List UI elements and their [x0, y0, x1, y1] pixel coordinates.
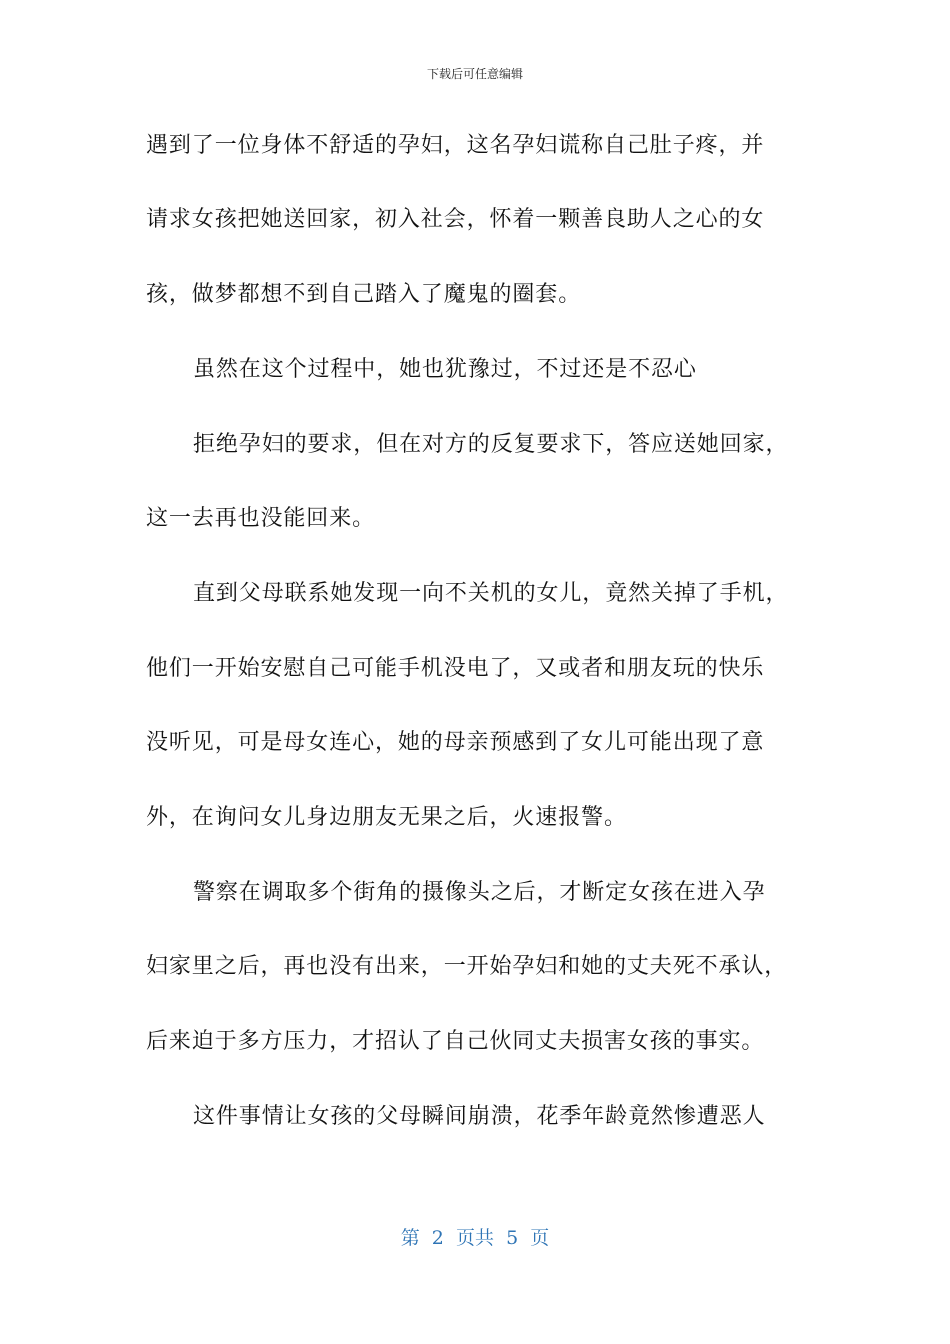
text-line: 遇到了一位身体不舒适的孕妇，这名孕妇谎称自己肚子疼，并	[146, 133, 765, 158]
current-page-number: 2	[431, 1227, 444, 1249]
text-line: 这一去再也没能回来。	[146, 506, 376, 531]
footer-prefix: 第	[400, 1227, 420, 1249]
text-line: 后来迫于多方压力，才招认了自己伙同丈夫损害女孩的事实。	[146, 1029, 765, 1054]
text-line: 拒绝孕妇的要求，但在对方的反复要求下，答应送她回家，	[193, 432, 789, 457]
footer-suffix: 页	[530, 1227, 550, 1249]
text-line: 没听见，可是母女连心，她的母亲预感到了女儿可能出现了意	[146, 730, 765, 755]
text-line: 妇家里之后，再也没有出来，一开始孕妇和她的丈夫死不承认，	[146, 954, 788, 979]
text-line: 这件事情让女孩的父母瞬间崩溃，花季年龄竟然惨遭恶人	[193, 1104, 766, 1129]
footer-middle: 页共	[455, 1227, 494, 1249]
text-line: 请求女孩把她送回家，初入社会，怀着一颗善良助人之心的女	[146, 207, 765, 232]
text-line: 直到父母联系她发现一向不关机的女儿，竟然关掉了手机，	[193, 581, 789, 606]
total-pages-number: 5	[506, 1227, 519, 1249]
text-line: 虽然在这个过程中，她也犹豫过，不过还是不忍心	[193, 357, 697, 382]
text-line: 他们一开始安慰自己可能手机没电了，又或者和朋友玩的快乐	[146, 656, 765, 681]
page-footer	[0, 1226, 950, 1250]
text-line: 警察在调取多个街角的摄像头之后，才断定女孩在进入孕	[193, 880, 766, 905]
text-line: 外，在询问女儿身边朋友无果之后，火速报警。	[146, 805, 627, 830]
text-line: 孩，做梦都想不到自己踏入了魔鬼的圈套。	[146, 282, 582, 307]
page-header: 下载后可任意编辑	[426, 67, 523, 81]
